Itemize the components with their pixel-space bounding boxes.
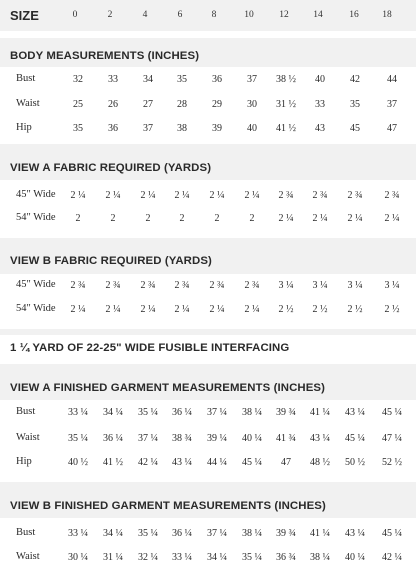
table-cell: 38 ¼ xyxy=(242,407,262,418)
table-cell: 36 ¼ xyxy=(172,407,192,418)
table-cell: 2 ½ xyxy=(347,304,363,315)
table-cell: 2 ¼ xyxy=(174,304,190,315)
table-cell: 2 ¼ xyxy=(174,190,190,201)
table-cell: 35 xyxy=(350,99,360,110)
table-cell: 52 ½ xyxy=(382,457,402,468)
table-cell: 45 ¼ xyxy=(345,433,365,444)
table-cell: 2 ½ xyxy=(312,304,328,315)
table-cell: 3 ¼ xyxy=(347,280,363,291)
table-cell: 2 ¾ xyxy=(384,190,400,201)
table-cell: 31 ¼ xyxy=(103,552,123,563)
table-cell: 33 ¼ xyxy=(172,552,192,563)
size-column-header: 0 xyxy=(72,10,78,20)
size-column-header: 16 xyxy=(349,10,359,20)
row-label: Bust xyxy=(16,73,36,84)
table-cell: 2 ½ xyxy=(278,304,294,315)
section-title: VIEW B FINISHED GARMENT MEASUREMENTS (INCHES) xyxy=(10,500,326,512)
table-cell: 2 ¼ xyxy=(209,304,225,315)
table-cell: 32 ¼ xyxy=(138,552,158,563)
table-cell: 2 ¾ xyxy=(347,190,363,201)
table-cell: 42 ¼ xyxy=(382,552,402,563)
table-cell: 43 ¼ xyxy=(345,407,365,418)
table-cell: 2 ¾ xyxy=(105,280,121,291)
table-cell: 2 ¼ xyxy=(209,190,225,201)
size-column-header: 8 xyxy=(211,10,217,20)
table-cell: 33 ¼ xyxy=(68,528,88,539)
table-cell: 47 xyxy=(281,457,291,468)
table-cell: 2 xyxy=(214,213,220,224)
section-title: VIEW A FINISHED GARMENT MEASUREMENTS (INCHES) xyxy=(10,382,326,394)
size-column-header: 6 xyxy=(177,10,183,20)
table-cell: 2 ¾ xyxy=(70,280,86,291)
table-cell: 38 ¼ xyxy=(310,552,330,563)
table-cell: 30 xyxy=(247,99,257,110)
table-cell: 2 ¼ xyxy=(244,190,260,201)
size-column-header: 12 xyxy=(279,10,289,20)
table-cell: 47 xyxy=(387,123,397,134)
table-cell: 35 ¼ xyxy=(138,407,158,418)
table-cell: 48 ½ xyxy=(310,457,330,468)
table-cell: 44 ¼ xyxy=(207,457,227,468)
table-cell: 42 ¼ xyxy=(138,457,158,468)
table-cell: 39 ¾ xyxy=(276,528,296,539)
table-cell: 35 ¼ xyxy=(138,528,158,539)
table-cell: 39 xyxy=(212,123,222,134)
table-cell: 2 ¼ xyxy=(278,213,294,224)
table-cell: 38 ½ xyxy=(276,74,296,85)
interfacing-note: 1 ¼ YARD OF 22-25" WIDE FUSIBLE INTERFACING xyxy=(10,342,290,354)
table-cell: 33 ¼ xyxy=(68,407,88,418)
table-cell: 27 xyxy=(143,99,153,110)
table-cell: 2 xyxy=(179,213,185,224)
table-cell: 26 xyxy=(108,99,118,110)
table-cell: 38 ¾ xyxy=(172,433,192,444)
table-cell: 2 xyxy=(110,213,116,224)
table-cell: 37 ¼ xyxy=(138,433,158,444)
table-cell: 41 ¾ xyxy=(276,433,296,444)
table-cell: 2 ¾ xyxy=(209,280,225,291)
table-cell: 28 xyxy=(177,99,187,110)
table-cell: 2 ¼ xyxy=(244,304,260,315)
table-cell: 40 ½ xyxy=(68,457,88,468)
table-cell: 2 ¾ xyxy=(244,280,260,291)
table-cell: 2 xyxy=(249,213,255,224)
table-cell: 31 ½ xyxy=(276,99,296,110)
table-cell: 34 ¼ xyxy=(103,528,123,539)
table-cell: 34 xyxy=(143,74,153,85)
table-cell: 3 ¼ xyxy=(278,280,294,291)
table-cell: 35 ¼ xyxy=(242,552,262,563)
table-cell: 3 ¼ xyxy=(384,280,400,291)
table-cell: 2 xyxy=(145,213,151,224)
table-cell: 41 ¼ xyxy=(310,407,330,418)
table-cell: 32 xyxy=(73,74,83,85)
table-cell: 45 ¼ xyxy=(382,528,402,539)
table-cell: 41 ½ xyxy=(103,457,123,468)
table-cell: 39 ¾ xyxy=(276,407,296,418)
table-cell: 42 xyxy=(350,74,360,85)
table-cell: 40 xyxy=(315,74,325,85)
table-cell: 25 xyxy=(73,99,83,110)
table-cell: 2 ¼ xyxy=(384,213,400,224)
section-title: VIEW A FABRIC REQUIRED (YARDS) xyxy=(10,162,212,174)
row-label: 54" Wide xyxy=(16,303,56,314)
table-cell: 40 xyxy=(247,123,257,134)
size-column-header: 2 xyxy=(107,10,113,20)
row-label: 54" Wide xyxy=(16,212,56,223)
table-cell: 45 ¼ xyxy=(242,457,262,468)
table-cell: 37 xyxy=(143,123,153,134)
table-cell: 35 xyxy=(73,123,83,134)
table-cell: 2 ¼ xyxy=(347,213,363,224)
table-cell: 2 ¾ xyxy=(140,280,156,291)
row-label: Waist xyxy=(16,551,40,562)
table-cell: 40 ¼ xyxy=(242,433,262,444)
table-cell: 37 ¼ xyxy=(207,407,227,418)
size-label: SIZE xyxy=(10,8,39,23)
table-cell: 2 xyxy=(75,213,81,224)
table-cell: 2 ¼ xyxy=(70,190,86,201)
table-cell: 47 ¼ xyxy=(382,433,402,444)
section-divider xyxy=(0,329,416,335)
row-label: Hip xyxy=(16,122,32,133)
size-column-header: 4 xyxy=(142,10,148,20)
section-title: BODY MEASUREMENTS (INCHES) xyxy=(10,50,200,62)
table-cell: 43 xyxy=(315,123,325,134)
table-cell: 36 xyxy=(108,123,118,134)
table-cell: 45 ¼ xyxy=(382,407,402,418)
table-cell: 43 ¼ xyxy=(172,457,192,468)
table-cell: 36 ¼ xyxy=(103,433,123,444)
table-cell: 37 ¼ xyxy=(207,528,227,539)
table-cell: 41 ½ xyxy=(276,123,296,134)
table-cell: 41 ¼ xyxy=(310,528,330,539)
table-cell: 3 ¼ xyxy=(312,280,328,291)
table-cell: 2 ½ xyxy=(384,304,400,315)
table-cell: 34 ¼ xyxy=(103,407,123,418)
table-cell: 2 ¼ xyxy=(105,190,121,201)
table-cell: 36 ¼ xyxy=(172,528,192,539)
row-label: 45" Wide xyxy=(16,279,56,290)
row-label: 45" Wide xyxy=(16,189,56,200)
table-cell: 2 ¼ xyxy=(140,190,156,201)
table-cell: 43 ¼ xyxy=(310,433,330,444)
table-cell: 40 ¼ xyxy=(345,552,365,563)
table-cell: 45 xyxy=(350,123,360,134)
table-cell: 2 ¾ xyxy=(278,190,294,201)
table-cell: 39 ¼ xyxy=(207,433,227,444)
table-cell: 35 xyxy=(177,74,187,85)
table-cell: 37 xyxy=(387,99,397,110)
table-cell: 2 ¾ xyxy=(174,280,190,291)
table-cell: 38 ¼ xyxy=(242,528,262,539)
table-cell: 29 xyxy=(212,99,222,110)
size-column-header: 14 xyxy=(313,10,323,20)
table-cell: 2 ¼ xyxy=(70,304,86,315)
table-cell: 33 xyxy=(108,74,118,85)
table-cell: 43 ¼ xyxy=(345,528,365,539)
table-cell: 37 xyxy=(247,74,257,85)
table-cell: 2 ¾ xyxy=(312,190,328,201)
table-cell: 35 ¼ xyxy=(68,433,88,444)
table-cell: 33 xyxy=(315,99,325,110)
table-cell: 50 ½ xyxy=(345,457,365,468)
table-cell: 44 xyxy=(387,74,397,85)
size-column-header: 18 xyxy=(382,10,392,20)
table-cell: 2 ¼ xyxy=(140,304,156,315)
row-label: Hip xyxy=(16,456,32,467)
row-label: Waist xyxy=(16,432,40,443)
section-title: VIEW B FABRIC REQUIRED (YARDS) xyxy=(10,255,212,267)
table-cell: 34 ¼ xyxy=(207,552,227,563)
table-cell: 36 xyxy=(212,74,222,85)
row-label: Bust xyxy=(16,406,36,417)
row-label: Bust xyxy=(16,527,36,538)
row-label: Waist xyxy=(16,98,40,109)
table-cell: 2 ¼ xyxy=(105,304,121,315)
table-cell: 2 ¼ xyxy=(312,213,328,224)
table-cell: 36 ¾ xyxy=(276,552,296,563)
size-column-header: 10 xyxy=(244,10,254,20)
table-cell: 30 ¼ xyxy=(68,552,88,563)
table-cell: 38 xyxy=(177,123,187,134)
